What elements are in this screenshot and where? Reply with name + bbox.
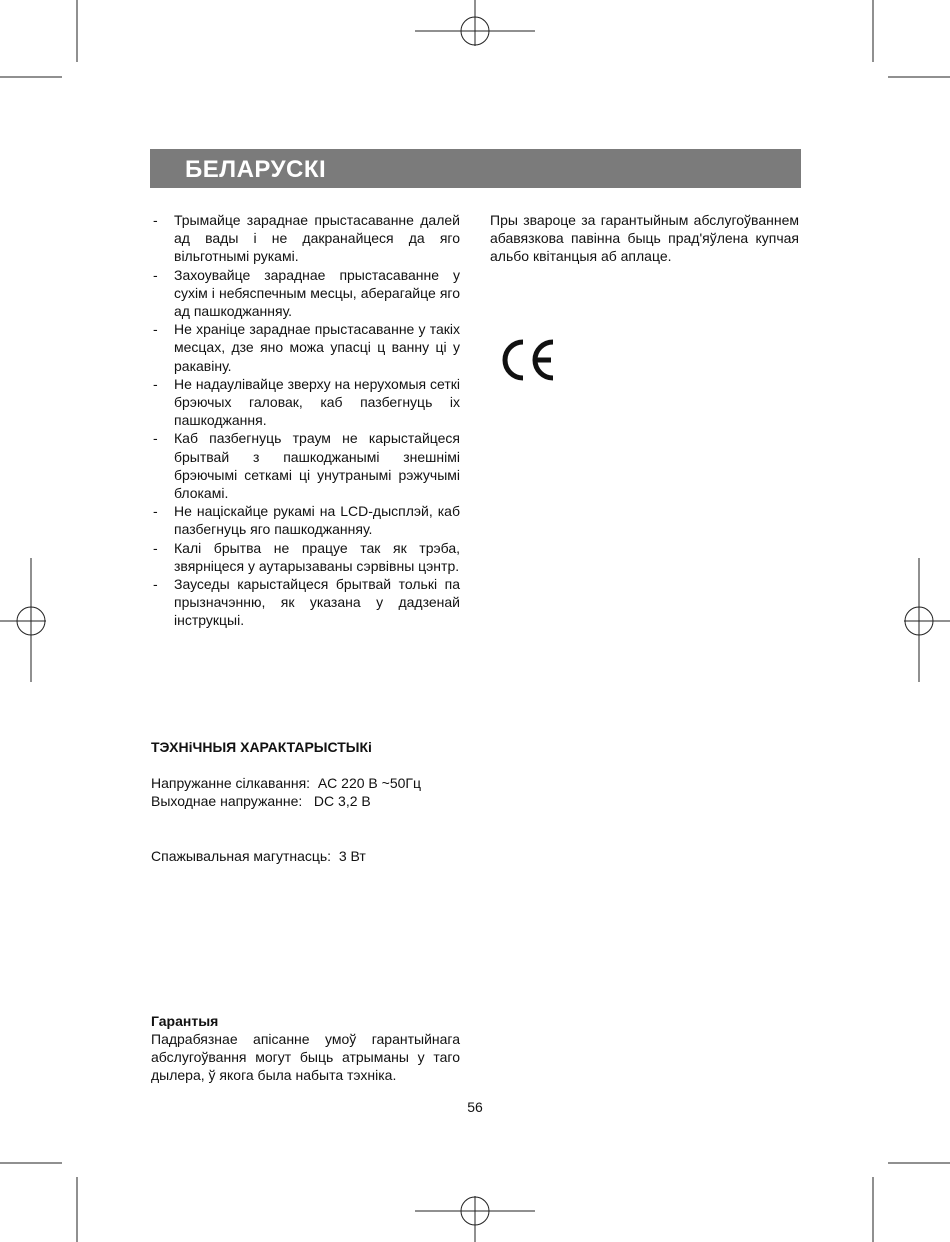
spec-output-voltage: Выходнае напружанне: DC 3,2 В [151,793,371,809]
warranty-title: Гарантыя [151,1013,219,1029]
list-item: - Захоувайце зараднае прыстасаванне у сухім і небяспечным месцы, аберагайце яго ад пашкоджанняу. [151,266,460,321]
registration-mark-icon [904,558,950,682]
registration-mark-icon [0,558,46,682]
list-item: - Не надаулівайце зверху на нерухомыя сеткі брэючых галовак, каб пазбегнуць іх пашкоджання. [151,375,460,430]
page-number: 56 [467,1099,483,1115]
list-item: - Не храніце зараднае прыстасаванне у такіх месцах, дзе яно можа упасці ц ванну ці у ракавіну. [151,320,460,375]
safety-instructions [151,211,460,630]
list-item: - Зауседы карыстайцеся брытвай толькі па прызначэнню, як указана у дадзенай інструкцыі. [151,575,460,630]
list-item: - Каб пазбегнуць траум не карыстайцеся брытвай з пашкоджанымі знешнімі брэючымі сеткамі ці унутранымі рэжучымі блокамі. [151,429,460,502]
warranty-note: Пры звароце за гарантыйным абслугоўваннем абавязкова павінна быць прад'яўлена купчая альбо квітанцыя аб аплаце. [490,212,799,265]
list-item: - Калі брытва не працуе так як трэба, звярніцеся у аутарызаваны сэрвівны цэнтр. [151,539,460,575]
section-title: БЕЛАРУСКІ [185,156,327,183]
list-item: - Трымайце зараднае прыстасаванне далей ад вады і не дакранайцеся да яго вільготнымі рукамі. [151,211,460,266]
list-item: - Не націскайце рукамі на LCD-дысплэй, каб пазбегнуць яго пашкоджанняу. [151,502,460,538]
warranty-text: Падрабязнае апісанне умоў гарантыйнага абслугоўвання могут быць атрыманы у таго дылера, ў якога была набыта тэхніка. [151,1031,460,1084]
warranty-note-column [490,211,799,266]
ce-mark-icon [499,338,557,382]
spec-supply-voltage: Напружанне сілкавання: AC 220 В ~50Гц [151,775,421,791]
section-header-bar [150,149,801,188]
registration-mark-icon [415,0,535,46]
spec-power: Спажывальная магутнасць: 3 Вт [151,848,366,864]
specs-heading: ТЭХНіЧНЫЯ ХАРАКТАРЫСТЫКі [151,739,372,755]
registration-mark-icon [415,1196,535,1242]
instruction-list [151,211,460,630]
